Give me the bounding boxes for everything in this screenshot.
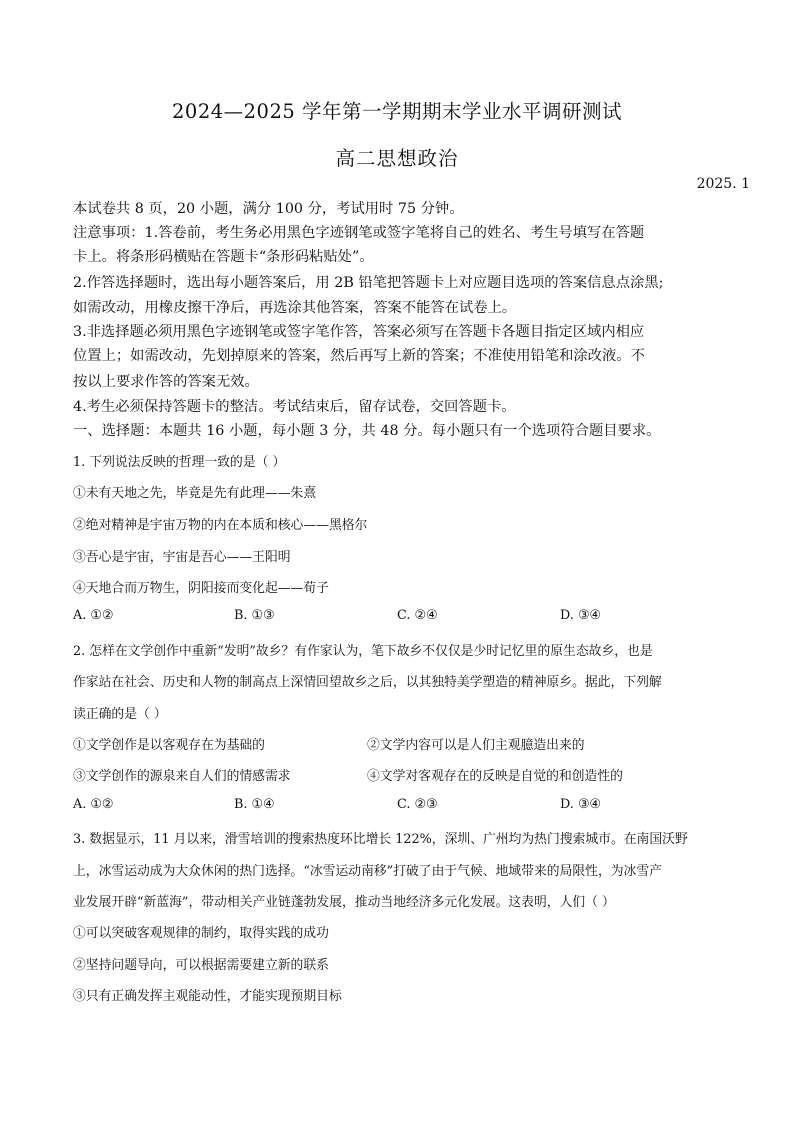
question-2-stem: 作家站在社会、历史和人物的制高点上深情回望故乡之后，以其独特美学塑造的精神原乡。据此，下列解 (73, 675, 662, 690)
notice-line: 2.作答选择题时，选出每小题答案后，用 2B 铅笔把答题卡上对应题目选项的答案信息点涂黑; (73, 275, 664, 291)
question-2-item: ②文学内容可以是人们主观臆造出来的 (367, 738, 585, 753)
exam-subject: 高二思想政治 (335, 147, 459, 170)
question-1-item: ③吾心是宇宙，宇宙是吾心——王阳明 (73, 550, 291, 565)
section-heading: 一、选择题：本题共 16 小题，每小题 3 分，共 48 分。每小题只有一个选项符合题目要求。 (73, 423, 661, 439)
question-1-option-a[interactable]: A. ①② (73, 608, 114, 623)
exam-date: 2025. 1 (696, 176, 750, 192)
question-3-stem: 业发展开辟“新蓝海”，带动相关产业链蓬勃发展，推动当地经济多元化发展。这表明，人们（ ） (73, 895, 615, 910)
question-2-item: ①文学创作是以客观存在为基础的 (73, 738, 265, 753)
question-2-option-a[interactable]: A. ①② (73, 797, 114, 812)
question-3-stem: 上，冰雪运动成为大众休闲的热门选择。“冰雪运动南移”打破了由于气候、地域带来的局限性，为冰雪产 (73, 864, 662, 879)
exam-intro: 本试卷共 8 页，20 小题，满分 100 分，考试用时 75 分钟。 (73, 201, 464, 217)
question-2-item: ④文学对客观存在的反映是自觉的和创造性的 (367, 769, 623, 784)
question-3-item: ③只有正确发挥主观能动性，才能实现预期目标 (73, 989, 342, 1004)
notice-line: 注意事项：1.答卷前，考生务必用黑色字迹钢笔或签字笔将自己的姓名、考生号填写在答题 (73, 225, 645, 241)
question-2-stem: 2. 怎样在文学创作中重新“发明”故乡？有作家认为，笔下故乡不仅仅是少时记忆里的原生态故乡，也是 (73, 644, 653, 659)
question-3-item: ①可以突破客观规律的制约，取得实践的成功 (73, 926, 329, 941)
notice-line: 4.考生必须保持答题卡的整洁。考试结束后，留存试卷，交回答题卡。 (73, 399, 516, 415)
question-1-item: ②绝对精神是宇宙万物的内在本质和核心——黑格尔 (73, 518, 368, 533)
question-2-option-b[interactable]: B. ①④ (234, 797, 275, 812)
question-3-item: ②坚持问题导向，可以根据需要建立新的联系 (73, 958, 329, 973)
question-2-item: ③文学创作的源泉来自人们的情感需求 (73, 769, 291, 784)
question-1-stem: 1. 下列说法反映的哲理一致的是（ ） (73, 455, 286, 470)
question-1-option-b[interactable]: B. ①③ (234, 608, 275, 623)
question-3-stem: 3. 数据显示，11 月以来，滑雪培训的搜索热度环比增长 122%，深圳、广州均为热门搜索城市。在南国沃野 (73, 832, 688, 847)
notice-line: 3.非选择题必须用黑色字迹钢笔或签字笔作答，答案必须写在答题卡各题目指定区域内相应 (73, 324, 645, 340)
question-2-option-d[interactable]: D. ③④ (560, 797, 601, 812)
question-1-option-d[interactable]: D. ③④ (560, 608, 601, 623)
exam-title: 2024—2025 学年第一学期期末学业水平调研测试 (172, 100, 622, 123)
notice-line: 按以上要求作答的答案无效。 (73, 374, 259, 390)
notice-line: 位置上；如需改动，先划掉原来的答案，然后再写上新的答案；不准使用铅笔和涂改液。不 (73, 348, 645, 364)
question-2-stem: 读正确的是（ ） (73, 707, 167, 722)
notice-line: 如需改动，用橡皮擦干净后，再选涂其他答案，答案不能答在试卷上。 (73, 300, 517, 316)
question-2-option-c[interactable]: C. ②③ (397, 797, 438, 812)
notice-line: 卡上。将条形码横贴在答题卡“条形码粘贴处”。 (73, 249, 374, 265)
question-1-option-c[interactable]: C. ②④ (397, 608, 438, 623)
question-1-item: ①未有天地之先，毕竟是先有此理——朱熹 (73, 486, 317, 501)
question-1-item: ④天地合而万物生，阴阳接而变化起——荀子 (73, 581, 329, 596)
